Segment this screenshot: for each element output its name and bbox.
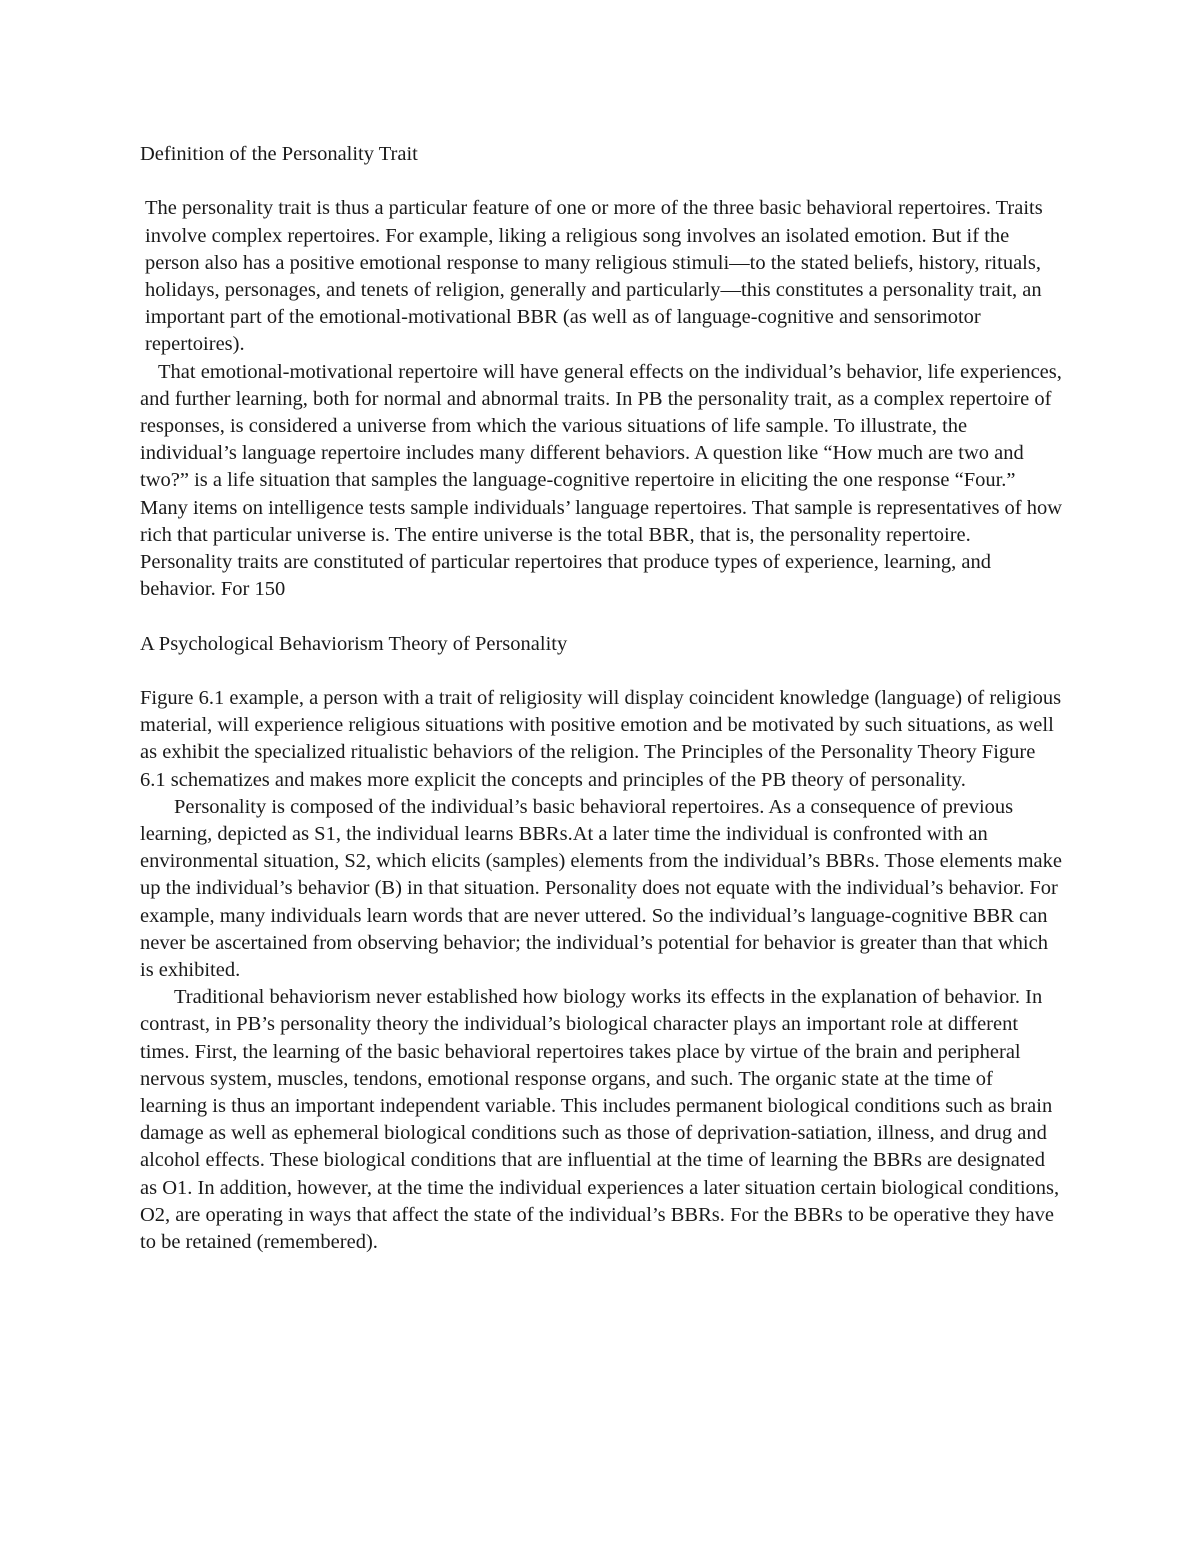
spacer <box>140 658 1065 685</box>
paragraph-trait-definition: The personality trait is thus a particular feature of one or more of the three basic behavioral repertoires. Traits involve complex repertoires. For example, liking a religious song involves an isolated emotion. But if the person also has a positive emotional response to many religious stimuli—to the stated beliefs, history, rituals, holidays, personages, and tenets of religion, generally and particularly—this constitutes a personality trait, an important part of the emotional-motivational BBR (as well as of language-cognitive and sensorimotor repertoires). <box>145 197 1043 356</box>
document-page <box>140 141 1065 1256</box>
spacer <box>140 603 1065 630</box>
paragraph-religiosity-example: Figure 6.1 example, a person with a trait of religiosity will display coincident knowledge (language) of religious material, will experience religious situations with positive emotion and be motivated by such situations, as well as exhibit the specialized ritualistic behaviors of the religion. The Principles of the Personality Theory Figure 6.1 schematizes and makes more explicit the concepts and principles of the PB theory of personality. <box>140 687 1062 791</box>
spacer <box>140 168 1065 195</box>
paragraph-basic-repertoires: Personality is composed of the individual’s basic behavioral repertoires. As a consequence of previous learning, depicted as S1, the individual learns BBRs.At a later time the individual is confronted with an environmental situation, S2, which elicits (samples) elements from the individual’s BBRs. Those elements make up the individual’s behavior (B) in that situation. Personality does not equate with the individual’s behavior. For example, many individuals learn words that are never uttered. So the individual’s language-cognitive BBR can never be ascertained from observing behavior; the individual’s potential for behavior is greater than that which is exhibited. <box>140 795 1062 982</box>
section-heading-theory: A Psychological Behaviorism Theory of Personality <box>140 632 568 655</box>
section-heading-definition: Definition of the Personality Trait <box>140 143 418 165</box>
paragraph-biology: Traditional behaviorism never established how biology works its effects in the explanation of behavior. In contrast, in PB’s personality theory the individual’s biological character plays an important role at different times. First, the learning of the basic behavioral repertoires takes place by virtue of the brain and peripheral nervous system, muscles, tendons, emotional response organs, and such. The organic state at the time of learning is thus an important independent variable. This includes permanent biological conditions such as brain damage as well as ephemeral biological conditions such as those of deprivation-satiation, illness, and drug and alcohol effects. These biological conditions that are influential at the time of learning the BBRs are designated as O1. In addition, however, at the time the individual experiences a later situation certain biological conditions, O2, are operating in ways that affect the state of the individual’s BBRs. For the BBRs to be operative they have to be retained (remembered). <box>140 986 1060 1254</box>
paragraph-emotional-repertoire: That emotional-motivational repertoire will have general effects on the individual’s behavior, life experiences, and further learning, both for normal and abnormal traits. In PB the personality trait, as a complex repertoire of responses, is considered a universe from which the various situations of life sample. To illustrate, the individual’s language repertoire includes many different behaviors. A question like “How much are two and two?” is a life situation that samples the language-cognitive repertoire in eliciting the one response “Four.” Many items on intelligence tests sample individuals’ language repertoires. That sample is representatives of how rich that particular universe is. The entire universe is the total BBR, that is, the personality repertoire. Personality traits are constituted of particular repertoires that produce types of experience, learning, and behavior. For 150 <box>140 360 1063 601</box>
